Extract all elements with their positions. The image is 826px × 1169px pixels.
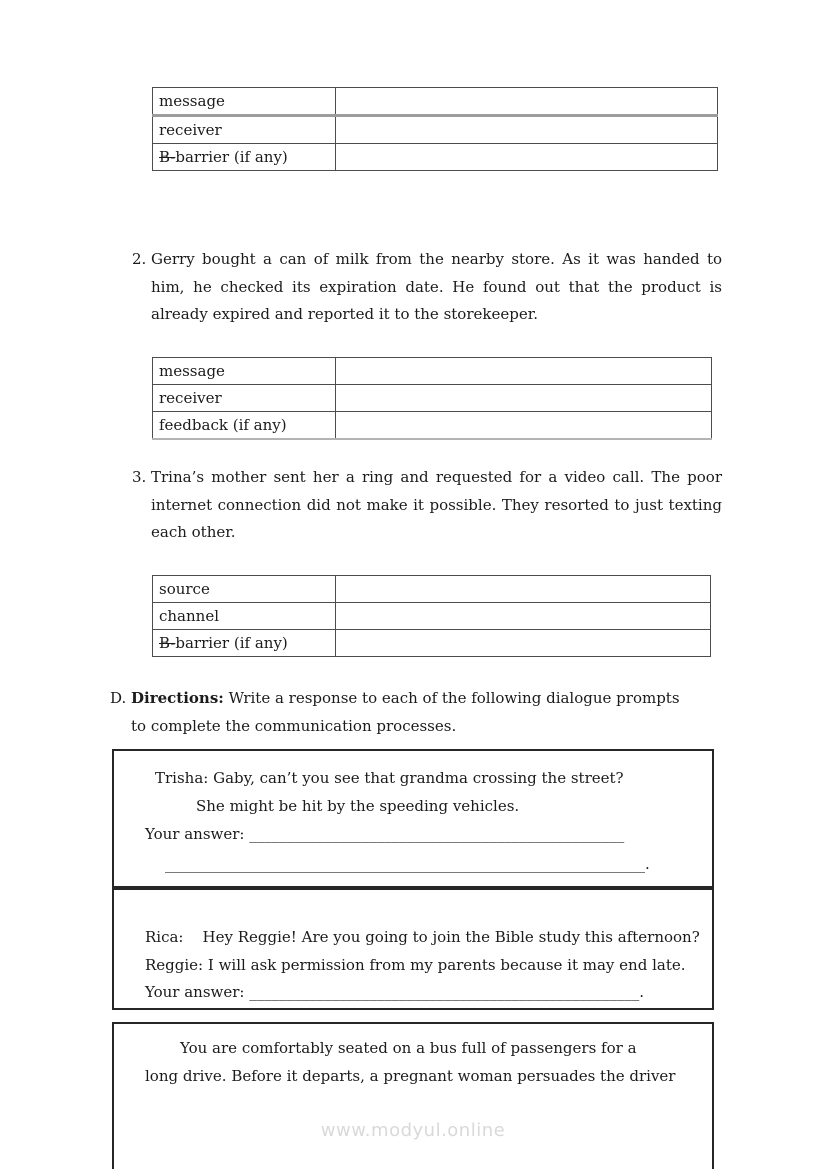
- row-label: [153, 385, 336, 412]
- row-label: [153, 576, 336, 603]
- table-row: [153, 576, 711, 603]
- row-label: [153, 630, 336, 657]
- answer-cell[interactable]: [336, 116, 718, 144]
- dialogue-line: Rica: Hey Reggie! Are you going to join the Bible study this afternoon?: [145, 928, 700, 946]
- numbered-item-3: [132, 464, 722, 547]
- answer-cell[interactable]: [336, 630, 711, 657]
- table-row: [153, 88, 718, 116]
- row-label-text: barrier (if any): [175, 634, 288, 652]
- answer-cell[interactable]: [336, 385, 712, 412]
- dialogue-box-1: [112, 749, 714, 888]
- dialogue-line: You are comfortably seated on a bus full of passengers for a: [180, 1039, 637, 1057]
- row-label: [153, 603, 336, 630]
- row-label-text: feedback (if any): [159, 416, 287, 434]
- row-label-text: message: [159, 362, 225, 380]
- answer-cell[interactable]: [336, 144, 718, 171]
- item-number: 3.: [132, 468, 147, 486]
- dialogue-box-2: [112, 888, 714, 1010]
- row-label: [153, 358, 336, 385]
- row-label-text: message: [159, 92, 225, 110]
- item-text: Trina’s mother sent her a ring and requested for a video call. The poor internet connection did not make it possible. They resorted to just texting each other.: [151, 468, 722, 541]
- fill-in-table-1: [152, 87, 718, 171]
- item-text: Gerry bought a can of milk from the nearby store. As it was handed to him, he checked its expiration date. He found out that the product is already expired and reported it to the storekeeper.: [151, 250, 722, 323]
- directions-label: Directions:: [131, 689, 224, 707]
- answer-cell[interactable]: [336, 412, 712, 440]
- table-row: [153, 144, 718, 171]
- table-row: [153, 358, 712, 385]
- row-label-text: barrier (if any): [175, 148, 288, 166]
- watermark-text: www.modyul.online: [320, 1120, 506, 1141]
- answer-cell[interactable]: [336, 603, 711, 630]
- table-row: [153, 630, 711, 657]
- table-row: [153, 603, 711, 630]
- dialogue-box-3: [112, 1022, 714, 1169]
- section-d-directions: [110, 685, 692, 740]
- row-label: [153, 412, 336, 440]
- row-label-text: source: [159, 580, 210, 598]
- dialogue-line: Reggie: I will ask permission from my parents because it may end late.: [145, 955, 686, 974]
- answer-cell[interactable]: [336, 358, 712, 385]
- table-row: [153, 385, 712, 412]
- numbered-item-2: [132, 246, 722, 329]
- table-row: [153, 116, 718, 144]
- dialogue-line: long drive. Before it departs, a pregnant woman persuades the driver: [145, 1066, 676, 1085]
- row-label: [153, 88, 336, 116]
- row-label-text: channel: [159, 607, 219, 625]
- answer-blank-line: Your answer: __________________________________________________: [145, 825, 625, 843]
- dialogue-line: Trisha: Gaby, can’t you see that grandma crossing the street?: [155, 769, 624, 787]
- row-label-text: receiver: [159, 389, 222, 407]
- fill-in-table-3: [152, 575, 711, 657]
- answer-cell[interactable]: [336, 576, 711, 603]
- answer-cell[interactable]: [336, 88, 718, 116]
- fill-in-table-2: [152, 357, 712, 440]
- section-letter: D.: [110, 689, 127, 707]
- directions-text: [110, 685, 692, 740]
- struck-text: B-: [159, 634, 176, 652]
- row-label-text: receiver: [159, 121, 222, 139]
- table-row: [153, 412, 712, 440]
- row-label: [153, 144, 336, 171]
- answer-blank-line: ________________________________________________________________.: [165, 854, 650, 873]
- struck-text: B-: [159, 148, 176, 166]
- directions-body: Write a response to each of the following dialogue prompts to complete the communication processes.: [131, 689, 680, 735]
- dialogue-line: She might be hit by the speeding vehicles.: [196, 796, 520, 815]
- row-label: [153, 116, 336, 144]
- item-number: 2.: [132, 250, 147, 268]
- answer-blank-line: Your answer: ____________________________________________________.: [145, 983, 645, 1001]
